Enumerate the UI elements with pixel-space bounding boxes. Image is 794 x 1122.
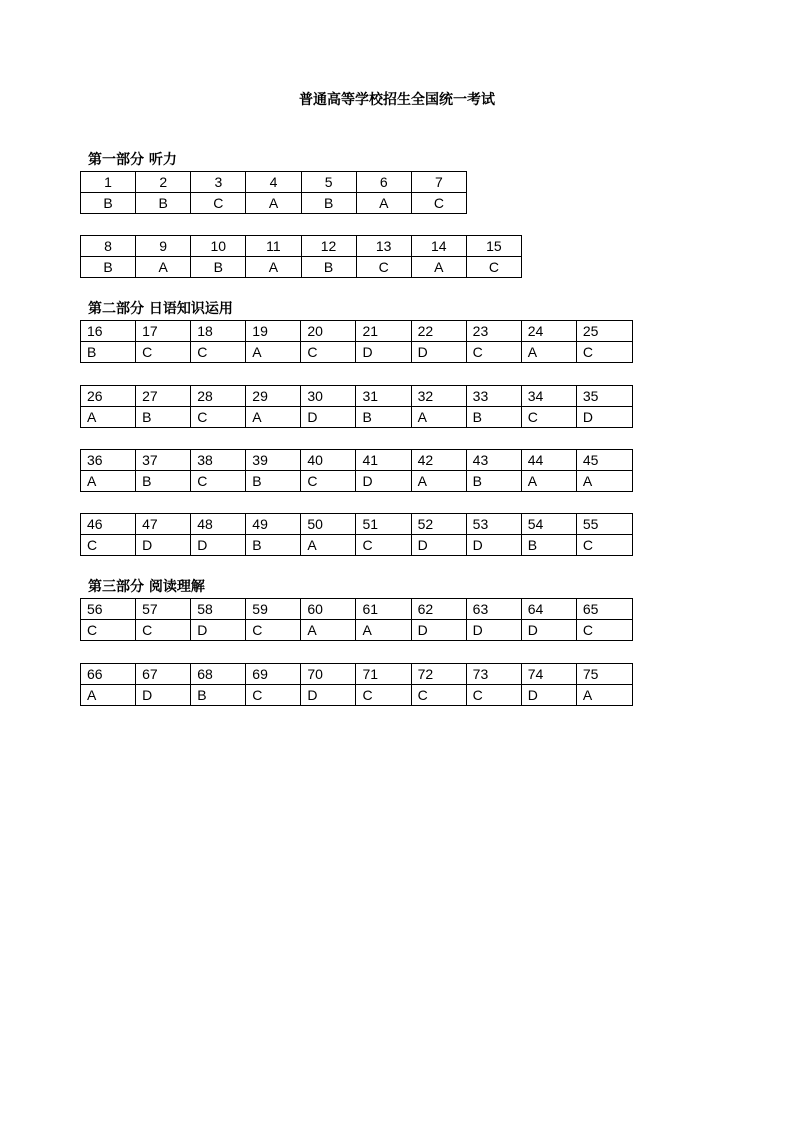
answer-cell: B (301, 193, 356, 214)
question-number: 38 (191, 450, 246, 471)
question-number-row (81, 172, 467, 193)
question-number: 37 (136, 450, 191, 471)
answer-cell: D (411, 342, 466, 363)
question-number-row (81, 664, 633, 685)
question-number: 10 (191, 236, 246, 257)
answer-table-1-7 (80, 171, 467, 214)
answer-cell: C (576, 342, 632, 363)
answer-cell: C (576, 535, 632, 556)
question-number-row (81, 514, 633, 535)
answer-cell: D (411, 620, 466, 641)
question-number: 1 (81, 172, 136, 193)
question-number: 25 (576, 321, 632, 342)
question-number: 66 (81, 664, 136, 685)
answer-cell: A (81, 407, 136, 428)
answer-cell: C (191, 193, 246, 214)
answer-cell: B (466, 471, 521, 492)
question-number: 19 (246, 321, 301, 342)
answer-cell: A (301, 535, 356, 556)
answer-cell: C (466, 685, 521, 706)
question-number: 7 (411, 172, 466, 193)
answer-cell: C (356, 257, 411, 278)
answer-cell: C (411, 685, 466, 706)
question-number: 23 (466, 321, 521, 342)
question-number: 15 (466, 236, 521, 257)
answer-cell: A (246, 342, 301, 363)
answer-cell: B (301, 257, 356, 278)
answer-cell: C (136, 620, 191, 641)
answer-cell: A (576, 685, 632, 706)
question-number: 36 (81, 450, 136, 471)
question-number: 5 (301, 172, 356, 193)
answer-cell: C (356, 535, 411, 556)
answer-cell: B (136, 471, 191, 492)
answer-cell: D (301, 685, 356, 706)
answer-cell: D (136, 685, 191, 706)
question-number: 56 (81, 599, 136, 620)
answer-cell: D (191, 535, 246, 556)
question-number: 61 (356, 599, 411, 620)
question-number: 65 (576, 599, 632, 620)
answer-cell: D (576, 407, 632, 428)
section-heading-reading: 第三部分 阅读理解 (88, 579, 205, 595)
question-number: 14 (411, 236, 466, 257)
answer-cell: B (81, 257, 136, 278)
question-number: 45 (576, 450, 632, 471)
question-number: 31 (356, 386, 411, 407)
answer-cell: C (191, 471, 246, 492)
answer-cell: C (411, 193, 466, 214)
answer-cell: C (466, 342, 521, 363)
answer-table-26-35 (80, 385, 633, 428)
question-number: 9 (136, 236, 191, 257)
question-number-row (81, 321, 633, 342)
question-number: 75 (576, 664, 632, 685)
question-number: 34 (521, 386, 576, 407)
question-number: 42 (411, 450, 466, 471)
answer-cell: B (466, 407, 521, 428)
answer-cell: C (466, 257, 521, 278)
answer-table-16-25 (80, 320, 633, 363)
answer-cell: B (521, 535, 576, 556)
question-number: 74 (521, 664, 576, 685)
page-title: 普通高等学校招生全国统一考试 (299, 92, 495, 108)
answer-cell: C (576, 620, 632, 641)
answer-cell: A (301, 620, 356, 641)
answer-cell: C (191, 342, 246, 363)
question-number-row (81, 599, 633, 620)
answer-cell: A (81, 471, 136, 492)
question-number: 28 (191, 386, 246, 407)
question-number: 41 (356, 450, 411, 471)
question-number: 60 (301, 599, 356, 620)
answer-row (81, 685, 633, 706)
question-number: 4 (246, 172, 301, 193)
answer-cell: C (246, 620, 301, 641)
answer-cell: A (411, 471, 466, 492)
answer-cell: D (466, 535, 521, 556)
answer-cell: D (521, 620, 576, 641)
answer-table-8-15 (80, 235, 522, 278)
question-number: 16 (81, 321, 136, 342)
answer-cell: A (246, 407, 301, 428)
answer-cell: B (246, 471, 301, 492)
question-number: 18 (191, 321, 246, 342)
question-number-row (81, 386, 633, 407)
answer-cell: B (81, 193, 136, 214)
question-number: 59 (246, 599, 301, 620)
answer-table-56-65 (80, 598, 633, 641)
answer-cell: A (246, 257, 301, 278)
answer-cell: A (521, 471, 576, 492)
answer-cell: B (191, 685, 246, 706)
answer-cell: D (191, 620, 246, 641)
question-number: 68 (191, 664, 246, 685)
question-number: 52 (411, 514, 466, 535)
question-number: 13 (356, 236, 411, 257)
answer-cell: A (576, 471, 632, 492)
question-number: 47 (136, 514, 191, 535)
question-number-row (81, 236, 522, 257)
question-number: 2 (136, 172, 191, 193)
answer-cell: C (136, 342, 191, 363)
answer-row (81, 342, 633, 363)
answer-cell: D (301, 407, 356, 428)
question-number: 6 (356, 172, 411, 193)
answer-cell: C (356, 685, 411, 706)
question-number: 69 (246, 664, 301, 685)
question-number: 54 (521, 514, 576, 535)
question-number: 72 (411, 664, 466, 685)
answer-cell: A (246, 193, 301, 214)
question-number: 67 (136, 664, 191, 685)
question-number: 44 (521, 450, 576, 471)
answer-cell: A (521, 342, 576, 363)
answer-cell: C (191, 407, 246, 428)
question-number: 24 (521, 321, 576, 342)
answer-cell: A (411, 407, 466, 428)
answer-row (81, 257, 522, 278)
question-number: 73 (466, 664, 521, 685)
answer-row (81, 471, 633, 492)
answer-row (81, 535, 633, 556)
question-number: 12 (301, 236, 356, 257)
question-number: 70 (301, 664, 356, 685)
answer-cell: D (521, 685, 576, 706)
question-number: 46 (81, 514, 136, 535)
question-number: 40 (301, 450, 356, 471)
question-number: 20 (301, 321, 356, 342)
question-number: 22 (411, 321, 466, 342)
answer-cell: C (81, 620, 136, 641)
answer-cell: A (356, 620, 411, 641)
section-heading-knowledge: 第二部分 日语知识运用 (88, 301, 233, 317)
answer-cell: C (301, 342, 356, 363)
answer-cell: B (81, 342, 136, 363)
answer-cell: C (81, 535, 136, 556)
answer-cell: B (246, 535, 301, 556)
answer-table-66-75 (80, 663, 633, 706)
answer-cell: B (136, 407, 191, 428)
answer-cell: D (356, 342, 411, 363)
question-number: 39 (246, 450, 301, 471)
question-number: 55 (576, 514, 632, 535)
question-number: 64 (521, 599, 576, 620)
question-number: 21 (356, 321, 411, 342)
answer-cell: D (466, 620, 521, 641)
question-number: 57 (136, 599, 191, 620)
question-number-row (81, 450, 633, 471)
question-number: 27 (136, 386, 191, 407)
answer-row (81, 620, 633, 641)
answer-cell: A (411, 257, 466, 278)
question-number: 49 (246, 514, 301, 535)
question-number: 63 (466, 599, 521, 620)
answer-cell: C (246, 685, 301, 706)
question-number: 26 (81, 386, 136, 407)
answer-cell: C (301, 471, 356, 492)
question-number: 58 (191, 599, 246, 620)
answer-table-46-55 (80, 513, 633, 556)
question-number: 33 (466, 386, 521, 407)
question-number: 8 (81, 236, 136, 257)
question-number: 53 (466, 514, 521, 535)
answer-row (81, 407, 633, 428)
question-number: 71 (356, 664, 411, 685)
answer-cell: D (136, 535, 191, 556)
answer-cell: A (81, 685, 136, 706)
answer-cell: D (411, 535, 466, 556)
question-number: 50 (301, 514, 356, 535)
question-number: 32 (411, 386, 466, 407)
answer-table-36-45 (80, 449, 633, 492)
question-number: 62 (411, 599, 466, 620)
answer-cell: A (136, 257, 191, 278)
section-heading-listening: 第一部分 听力 (88, 152, 177, 168)
answer-cell: A (356, 193, 411, 214)
answer-cell: B (356, 407, 411, 428)
answer-cell: B (191, 257, 246, 278)
answer-cell: C (521, 407, 576, 428)
answer-cell: D (356, 471, 411, 492)
question-number: 43 (466, 450, 521, 471)
question-number: 48 (191, 514, 246, 535)
question-number: 35 (576, 386, 632, 407)
question-number: 17 (136, 321, 191, 342)
question-number: 30 (301, 386, 356, 407)
answer-cell: B (136, 193, 191, 214)
question-number: 3 (191, 172, 246, 193)
question-number: 29 (246, 386, 301, 407)
answer-row (81, 193, 467, 214)
question-number: 51 (356, 514, 411, 535)
question-number: 11 (246, 236, 301, 257)
